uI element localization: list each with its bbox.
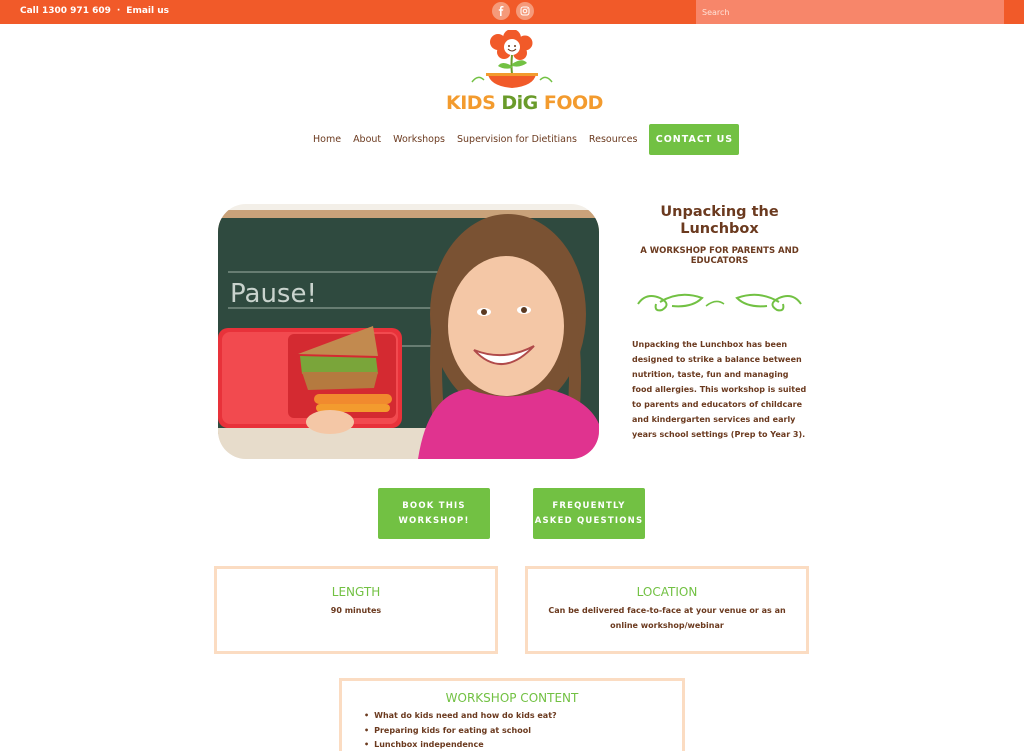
logo-word-food: FOOD	[543, 92, 603, 114]
instagram-icon[interactable]	[516, 2, 534, 20]
workshop-content-box	[339, 678, 685, 751]
main-nav	[313, 124, 739, 155]
email-link[interactable]: Email us	[126, 6, 169, 16]
top-bar	[0, 0, 1024, 24]
nav-resources[interactable]: Resources	[588, 134, 638, 145]
search-box	[696, 0, 1004, 24]
chalkboard-text: Pause!	[230, 279, 317, 309]
flower-icon	[490, 30, 533, 74]
phone-link[interactable]: Call 1300 971 609	[20, 6, 111, 16]
logo-wordmark	[446, 92, 603, 114]
hero-photo	[218, 204, 599, 459]
list-item: • Preparing kids for eating at school	[364, 724, 682, 739]
length-text: 90 minutes	[330, 606, 382, 615]
logo-word-dig: DiG	[501, 92, 538, 114]
contact-separator: ·	[116, 6, 121, 16]
location-box	[525, 566, 809, 654]
length-title: LENGTH	[331, 585, 381, 599]
contact-us-button[interactable]: CONTACT US	[649, 124, 739, 155]
list-item: • Lunchbox independence	[364, 738, 682, 751]
workshop-content-title: WORKSHOP CONTENT	[445, 691, 579, 705]
facebook-icon[interactable]	[492, 2, 510, 20]
nav-workshops[interactable]: Workshops	[393, 134, 445, 145]
intro-description: Unpacking the Lunchbox has been designed to strike a balance between nutrition, taste, fun and managing food allergies. This workshop is suited to parents and educators of childcare and kindergarten services and early years school settings (Prep to Year 3).	[632, 340, 807, 439]
location-text: Can be delivered face-to-face at your venue or as an online workshop/webinar	[548, 606, 786, 630]
nav-supervision[interactable]: Supervision for Dietitians	[456, 134, 577, 145]
length-box	[214, 566, 498, 654]
intro-panel	[632, 204, 807, 439]
top-contact	[20, 6, 169, 16]
book-workshop-button[interactable]: BOOK THIS WORKSHOP!	[378, 488, 490, 539]
flourish-divider-icon	[632, 284, 807, 320]
faq-button[interactable]: FREQUENTLY ASKED QUESTIONS	[533, 488, 645, 539]
search-input[interactable]	[696, 1, 1004, 25]
nav-about[interactable]: About	[353, 134, 382, 145]
logo-word-kids: KIDS	[446, 92, 496, 114]
location-title: LOCATION	[636, 585, 698, 599]
nav-home[interactable]: Home	[313, 134, 342, 145]
page-title: Unpacking the Lunchbox	[660, 204, 779, 237]
page-subtitle: A WORKSHOP FOR PARENTS AND EDUCATORS	[640, 246, 799, 266]
list-item: • What do kids need and how do kids eat?	[364, 709, 682, 724]
workshop-content-list	[364, 709, 682, 751]
social-links	[492, 2, 534, 20]
